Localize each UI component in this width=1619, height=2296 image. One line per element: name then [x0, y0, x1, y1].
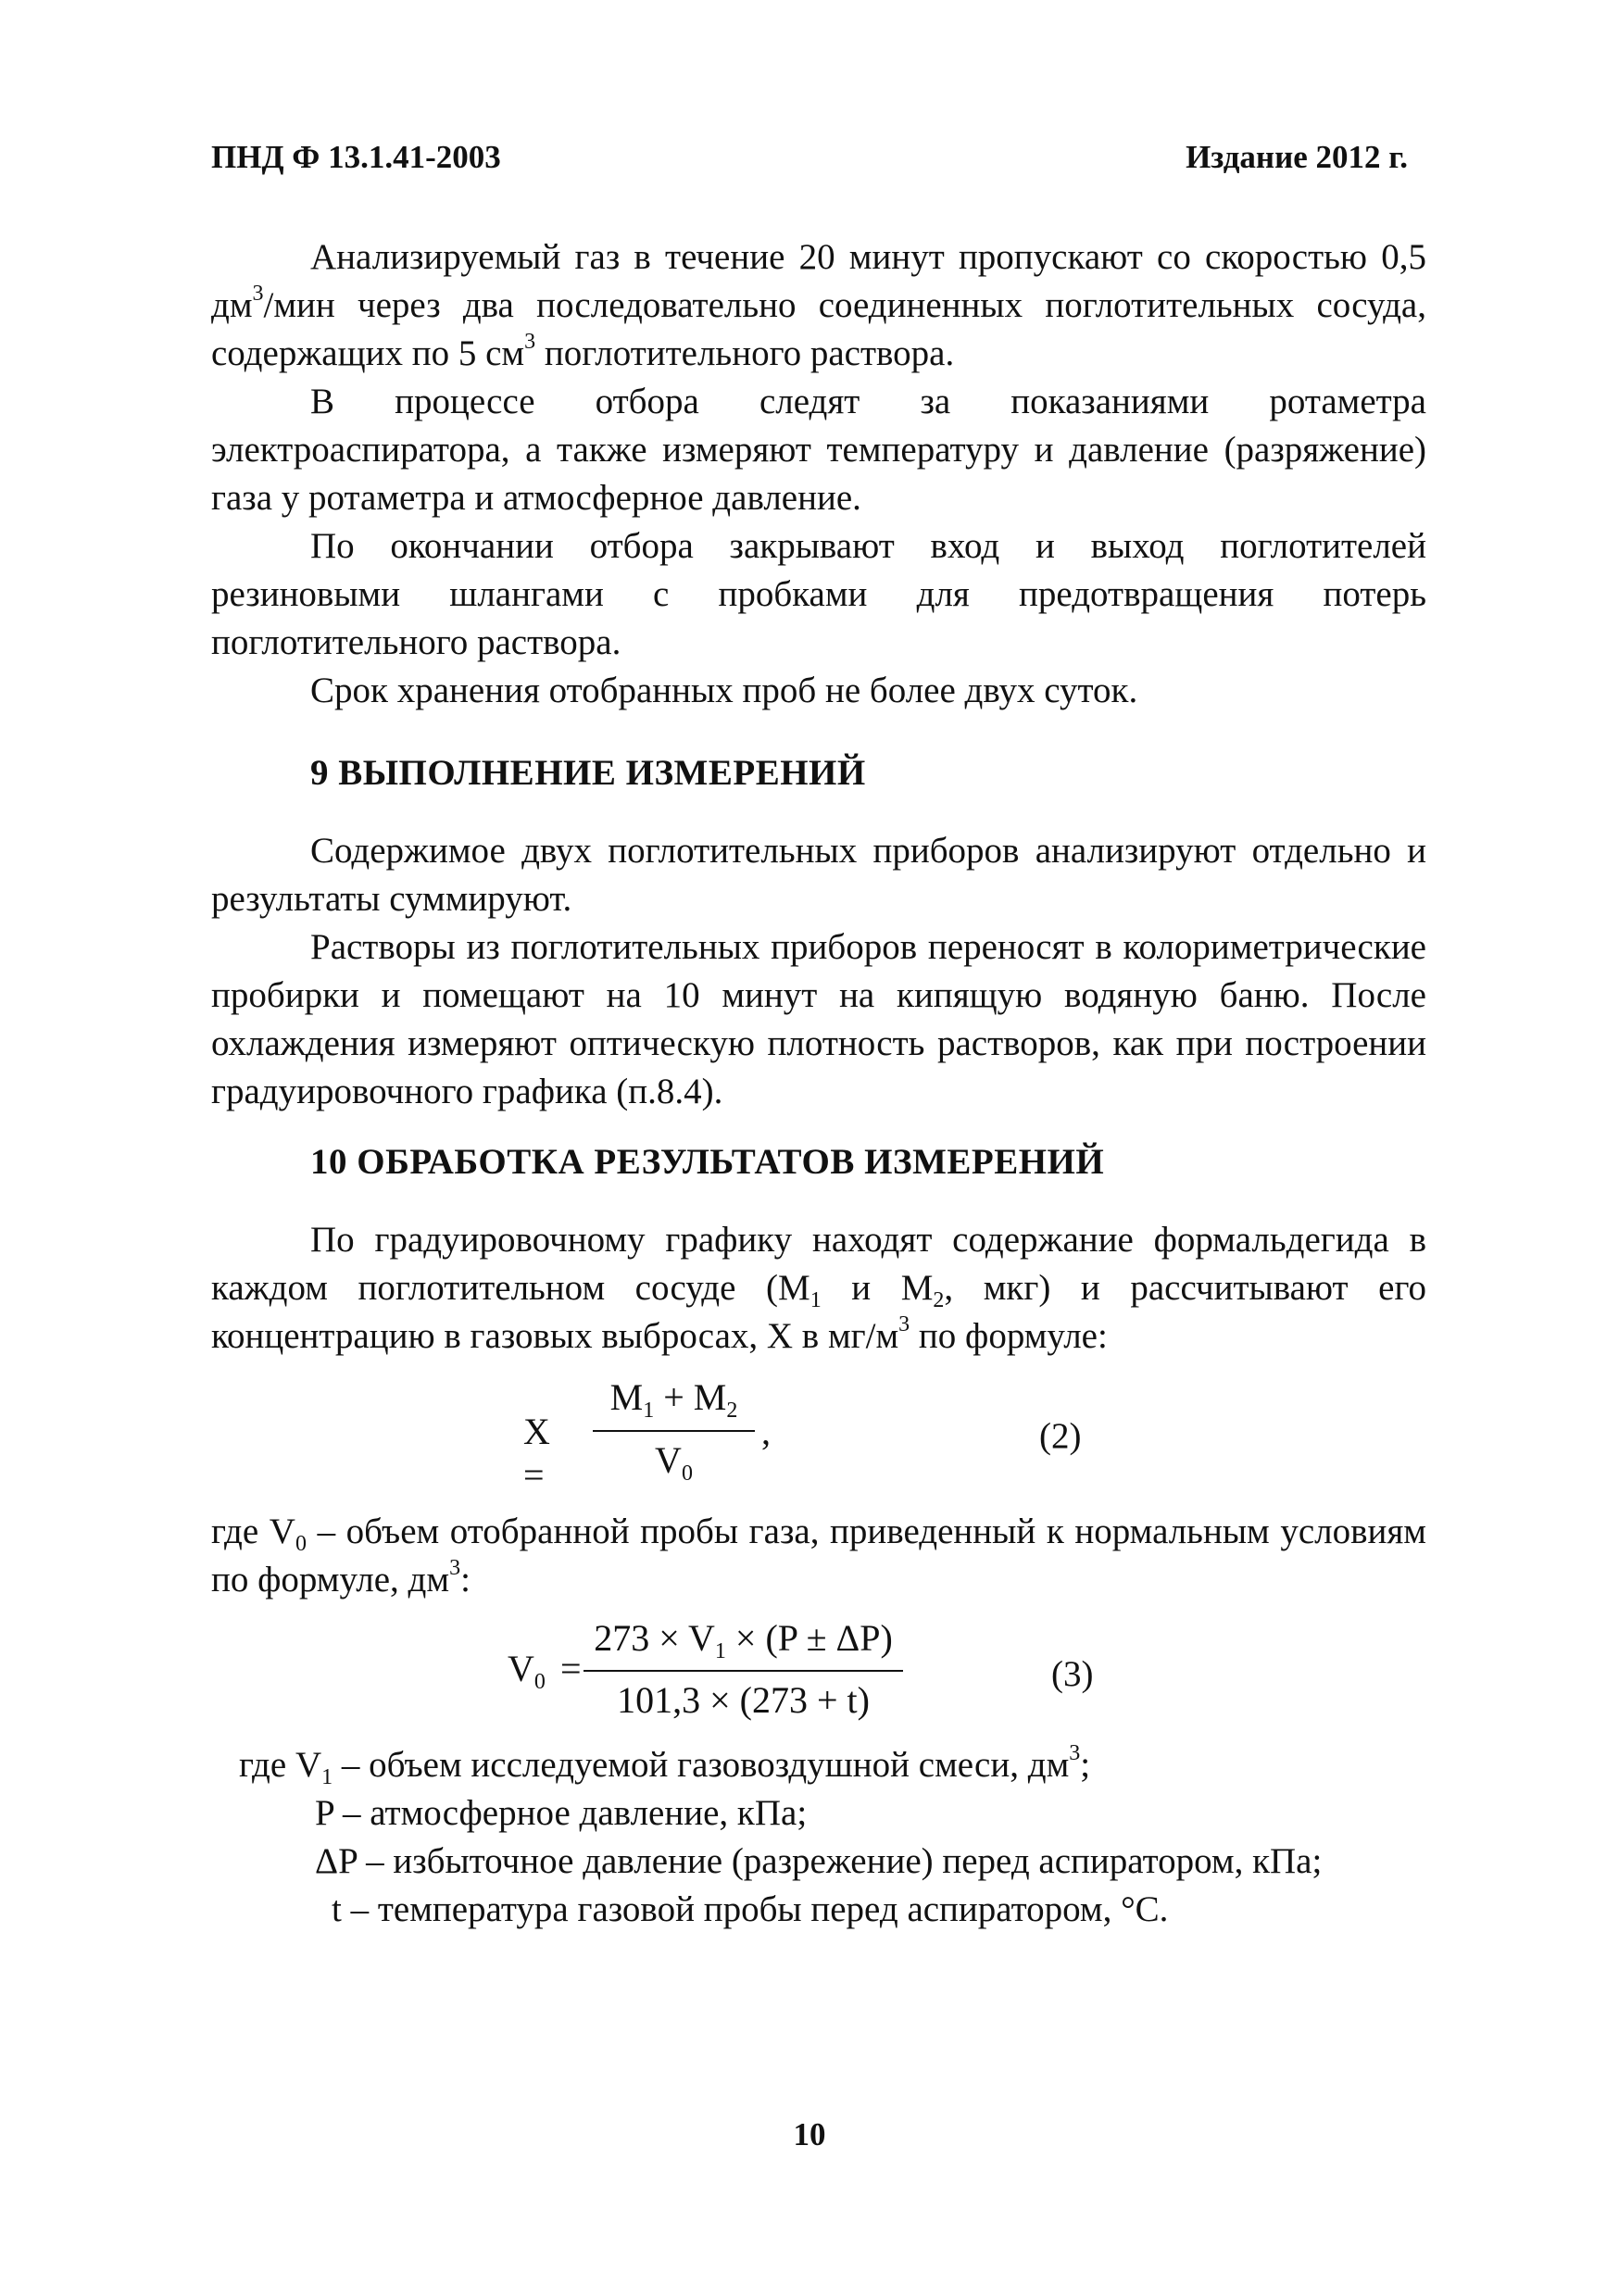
- section-10-heading: 10 ОБРАБОТКА РЕЗУЛЬТАТОВ ИЗМЕРЕНИЙ: [310, 1142, 1105, 1182]
- definition-v1: где $V_1$ – объем исследуемой газовоздушной смеси, $дм^3$;: [239, 1741, 1091, 1789]
- formula-2-fraction-bar: [593, 1430, 755, 1432]
- formula-3-denominator: 101,3 × (273 + t): [617, 1679, 870, 1721]
- doc-code: ПНД Ф 13.1.41-2003: [211, 139, 501, 175]
- page-number: 10: [793, 2116, 826, 2152]
- paragraph-calculation: По градуировочному графику находят содержание формальдегида в каждом поглотительном сосуде ($M_1$ и $M_2$, мкг) и рассчитывают его концентрацию в газовых выбросах, X в $мг/м^3$ по формуле:: [211, 1220, 1426, 1356]
- paragraph-analysis: Содержимое двух поглотительных приборов анализируют отдельно и результаты суммируют.: [211, 831, 1426, 919]
- paragraph-monitoring: В процессе отбора следят за показаниями ротаметра электроаспиратора, а также измеряют температуру и давление (разряжение) газа у ротаметра и атмосферное давление.: [211, 382, 1426, 518]
- formula-3-number: (3): [1051, 1654, 1094, 1694]
- definition-p: P – атмосферное давление, кПа;: [315, 1793, 808, 1833]
- formula-2-comma: ,: [761, 1411, 771, 1452]
- definition-t: t – температура газовой пробы перед аспиратором, °С.: [332, 1889, 1169, 1929]
- formula-3-equals: =: [560, 1648, 582, 1689]
- paragraph-storage: Срок хранения отобранных проб не более двух суток.: [310, 671, 1138, 710]
- page-header: [211, 139, 1408, 185]
- formula-2-number: (2): [1039, 1416, 1082, 1456]
- paragraph-solutions: Растворы из поглотительных приборов переносят в колориметрические пробирки и помещают на 10 минут на кипящую водяную баню. После охлаждения измеряют оптическую плотность растворов, как при построении градуировочного графика (п.8.4).: [211, 927, 1426, 1111]
- definition-delta-p: ΔP – избыточное давление (разрежение) перед аспиратором, кПа;: [315, 1841, 1323, 1881]
- paragraph-v0-definition: где $V_0$ – объем отобранной пробы газа, приведенный к нормальным условиям по формуле, $дм^3$:: [211, 1512, 1426, 1600]
- formula-2-lhs: X =: [523, 1411, 550, 1496]
- paragraph-closing: По окончании отбора закрывают вход и выход поглотителей резиновыми шлангами с пробками для предотвращения потерь поглотительного раствора.: [211, 526, 1426, 662]
- formula-3-fraction-bar: [584, 1670, 903, 1672]
- formula-3-lhs: $V_0$: [508, 1648, 546, 1694]
- section-9-heading: 9 ВЫПОЛНЕНИЕ ИЗМЕРЕНИЙ: [310, 753, 866, 793]
- formula-2-denominator: $V_0$: [655, 1439, 693, 1486]
- edition: Издание 2012 г.: [1186, 139, 1408, 175]
- formula-2-numerator: $M_1 + M_2$: [609, 1376, 738, 1423]
- paragraph-sampling: Анализируемый газ в течение 20 минут пропускают со скоростью 0,5 $дм^3$/мин через два последовательно соединенных поглотительных сосуда, содержащих по 5 $см^3$ поглотительного раствора.: [211, 237, 1426, 373]
- formula-3-numerator: $273 \times V_1 \times (P \pm \Delta P)$: [594, 1617, 893, 1663]
